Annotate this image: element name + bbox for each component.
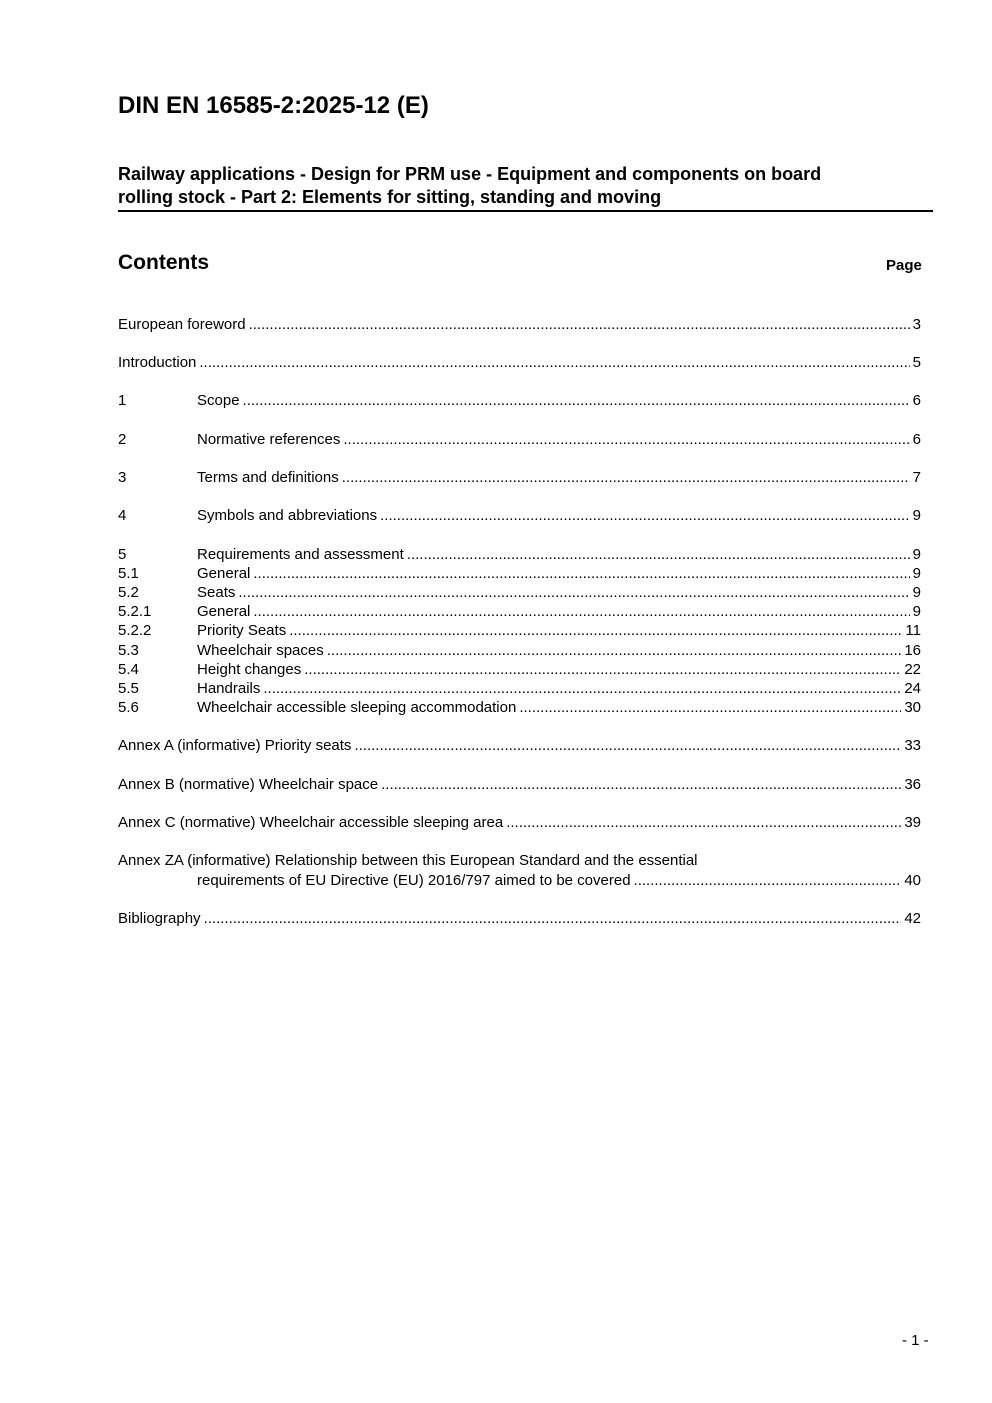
toc-entry[interactable] xyxy=(118,506,921,525)
toc-entry-title: European foreword xyxy=(118,316,246,333)
toc-leader-dots xyxy=(249,315,910,334)
toc-entry[interactable] xyxy=(118,698,921,717)
toc-leader-dots xyxy=(204,909,902,928)
toc-entry-page: 5 xyxy=(912,354,921,371)
toc-entry-title: Terms and definitions xyxy=(197,469,339,486)
toc-entry-page: 11 xyxy=(905,622,921,639)
toc-entry-number: 5.2 xyxy=(118,584,139,601)
toc-entry-title: Requirements and assessment xyxy=(197,546,404,563)
toc-leader-dots xyxy=(342,468,910,487)
toc-entry[interactable] xyxy=(118,545,921,564)
toc-entry-number: 5.1 xyxy=(118,565,139,582)
toc-entry[interactable] xyxy=(118,602,921,621)
toc-entry[interactable] xyxy=(118,775,921,794)
toc-leader-dots xyxy=(519,698,901,717)
contents-heading: Contents xyxy=(118,251,209,274)
page-number: - 1 - xyxy=(902,1332,929,1349)
toc-entry[interactable] xyxy=(118,660,921,679)
toc-entry-number: 2 xyxy=(118,431,127,448)
toc-entry-page: 33 xyxy=(904,737,921,754)
toc-entry-number: 4 xyxy=(118,507,127,524)
toc-entry-page: 3 xyxy=(912,316,921,333)
toc-entry-page: 39 xyxy=(904,814,921,831)
toc-entry-title: Height changes xyxy=(197,661,302,678)
toc-leader-dots xyxy=(289,621,902,640)
toc-entry-page: 9 xyxy=(912,565,921,582)
page-column-heading: Page xyxy=(886,257,922,274)
toc-entry[interactable] xyxy=(118,736,921,755)
toc-entry-page: 7 xyxy=(912,469,921,486)
toc-entry-title: Introduction xyxy=(118,354,197,371)
toc-leader-dots xyxy=(238,583,909,602)
toc-leader-dots xyxy=(243,391,910,410)
toc-entry-title: General xyxy=(197,565,251,582)
toc-leader-dots xyxy=(506,813,901,832)
toc-leader-dots xyxy=(199,353,909,372)
toc-entry-page: 36 xyxy=(904,776,921,793)
toc-leader-dots xyxy=(381,775,901,794)
toc-leader-dots xyxy=(253,564,909,583)
toc-entry-continuation xyxy=(197,871,921,890)
toc-entry-title: Annex B (normative) Wheelchair space xyxy=(118,776,379,793)
toc-entry-title: Symbols and abbreviations xyxy=(197,507,378,524)
toc-entry-page: 42 xyxy=(904,910,921,927)
toc-leader-dots xyxy=(380,506,910,525)
toc-entry-title: Seats xyxy=(197,584,236,601)
toc-leader-dots xyxy=(263,679,901,698)
toc-entry-number: 3 xyxy=(118,469,127,486)
toc-entry-title: Annex A (informative) Priority seats xyxy=(118,737,352,754)
toc-entry-page: 16 xyxy=(904,642,921,659)
toc-entry-title: Annex C (normative) Wheelchair accessible sleeping area xyxy=(118,814,504,831)
toc-entry[interactable] xyxy=(118,391,921,410)
toc-entry-page: 6 xyxy=(912,392,921,409)
toc-entry[interactable] xyxy=(118,564,921,583)
toc-entry-page: 6 xyxy=(912,431,921,448)
toc-entry[interactable] xyxy=(118,583,921,602)
toc-entry-title: Normative references xyxy=(197,431,341,448)
toc-entry-number: 5.5 xyxy=(118,680,139,697)
toc-leader-dots xyxy=(304,660,901,679)
toc-entry-title: Handrails xyxy=(197,680,261,697)
toc-entry-page: 22 xyxy=(904,661,921,678)
toc-entry-title: Annex ZA (informative) Relationship between this European Standard and the essential xyxy=(118,852,698,869)
toc-leader-dots xyxy=(634,871,902,890)
toc-entry[interactable] xyxy=(118,353,921,372)
toc-entry-page: 9 xyxy=(912,584,921,601)
toc-entry-page: 9 xyxy=(912,507,921,524)
toc-entry[interactable] xyxy=(118,468,921,487)
subtitle-line-2: rolling stock - Part 2: Elements for sitting, standing and moving xyxy=(118,187,662,207)
toc-leader-dots xyxy=(343,430,909,449)
toc-entry-number: 1 xyxy=(118,392,127,409)
toc-entry-title: Priority Seats xyxy=(197,622,287,639)
document-title: DIN EN 16585-2:2025-12 (E) xyxy=(118,92,429,119)
toc-entry-number: 5.6 xyxy=(118,699,139,716)
toc-entry[interactable] xyxy=(118,621,921,640)
toc-entry-title: Bibliography xyxy=(118,910,201,927)
toc-entry-number: 5.2.1 xyxy=(118,603,152,620)
toc-entry[interactable] xyxy=(118,679,921,698)
subtitle-line-1: Railway applications - Design for PRM use - Equipment and components on board xyxy=(118,164,822,184)
toc-entry-title-continued: requirements of EU Directive (EU) 2016/797 aimed to be covered xyxy=(197,872,631,889)
toc-entry-page: 24 xyxy=(904,680,921,697)
toc-leader-dots xyxy=(407,545,910,564)
toc-entry-page: 40 xyxy=(904,872,921,889)
toc-entry-number: 5.4 xyxy=(118,661,139,678)
toc-entry-title: Scope xyxy=(197,392,240,409)
toc-entry-page: 9 xyxy=(912,603,921,620)
toc-leader-dots xyxy=(327,641,902,660)
toc-entry-number: 5.3 xyxy=(118,642,139,659)
toc-entry[interactable] xyxy=(118,315,921,334)
toc-entry[interactable] xyxy=(118,641,921,660)
toc-leader-dots xyxy=(354,736,901,755)
toc-leader-dots xyxy=(253,602,909,621)
toc-entry-title: General xyxy=(197,603,251,620)
toc-entry-page: 30 xyxy=(904,699,921,716)
toc-entry-title: Wheelchair spaces xyxy=(197,642,324,659)
toc-entry-number: 5.2.2 xyxy=(118,622,152,639)
toc-entry[interactable] xyxy=(118,430,921,449)
toc-entry-page: 9 xyxy=(912,546,921,563)
toc-entry-number: 5 xyxy=(118,546,127,563)
toc-entry[interactable] xyxy=(118,813,921,832)
toc-entry-title: Wheelchair accessible sleeping accommodation xyxy=(197,699,517,716)
toc-entry[interactable] xyxy=(118,909,921,928)
